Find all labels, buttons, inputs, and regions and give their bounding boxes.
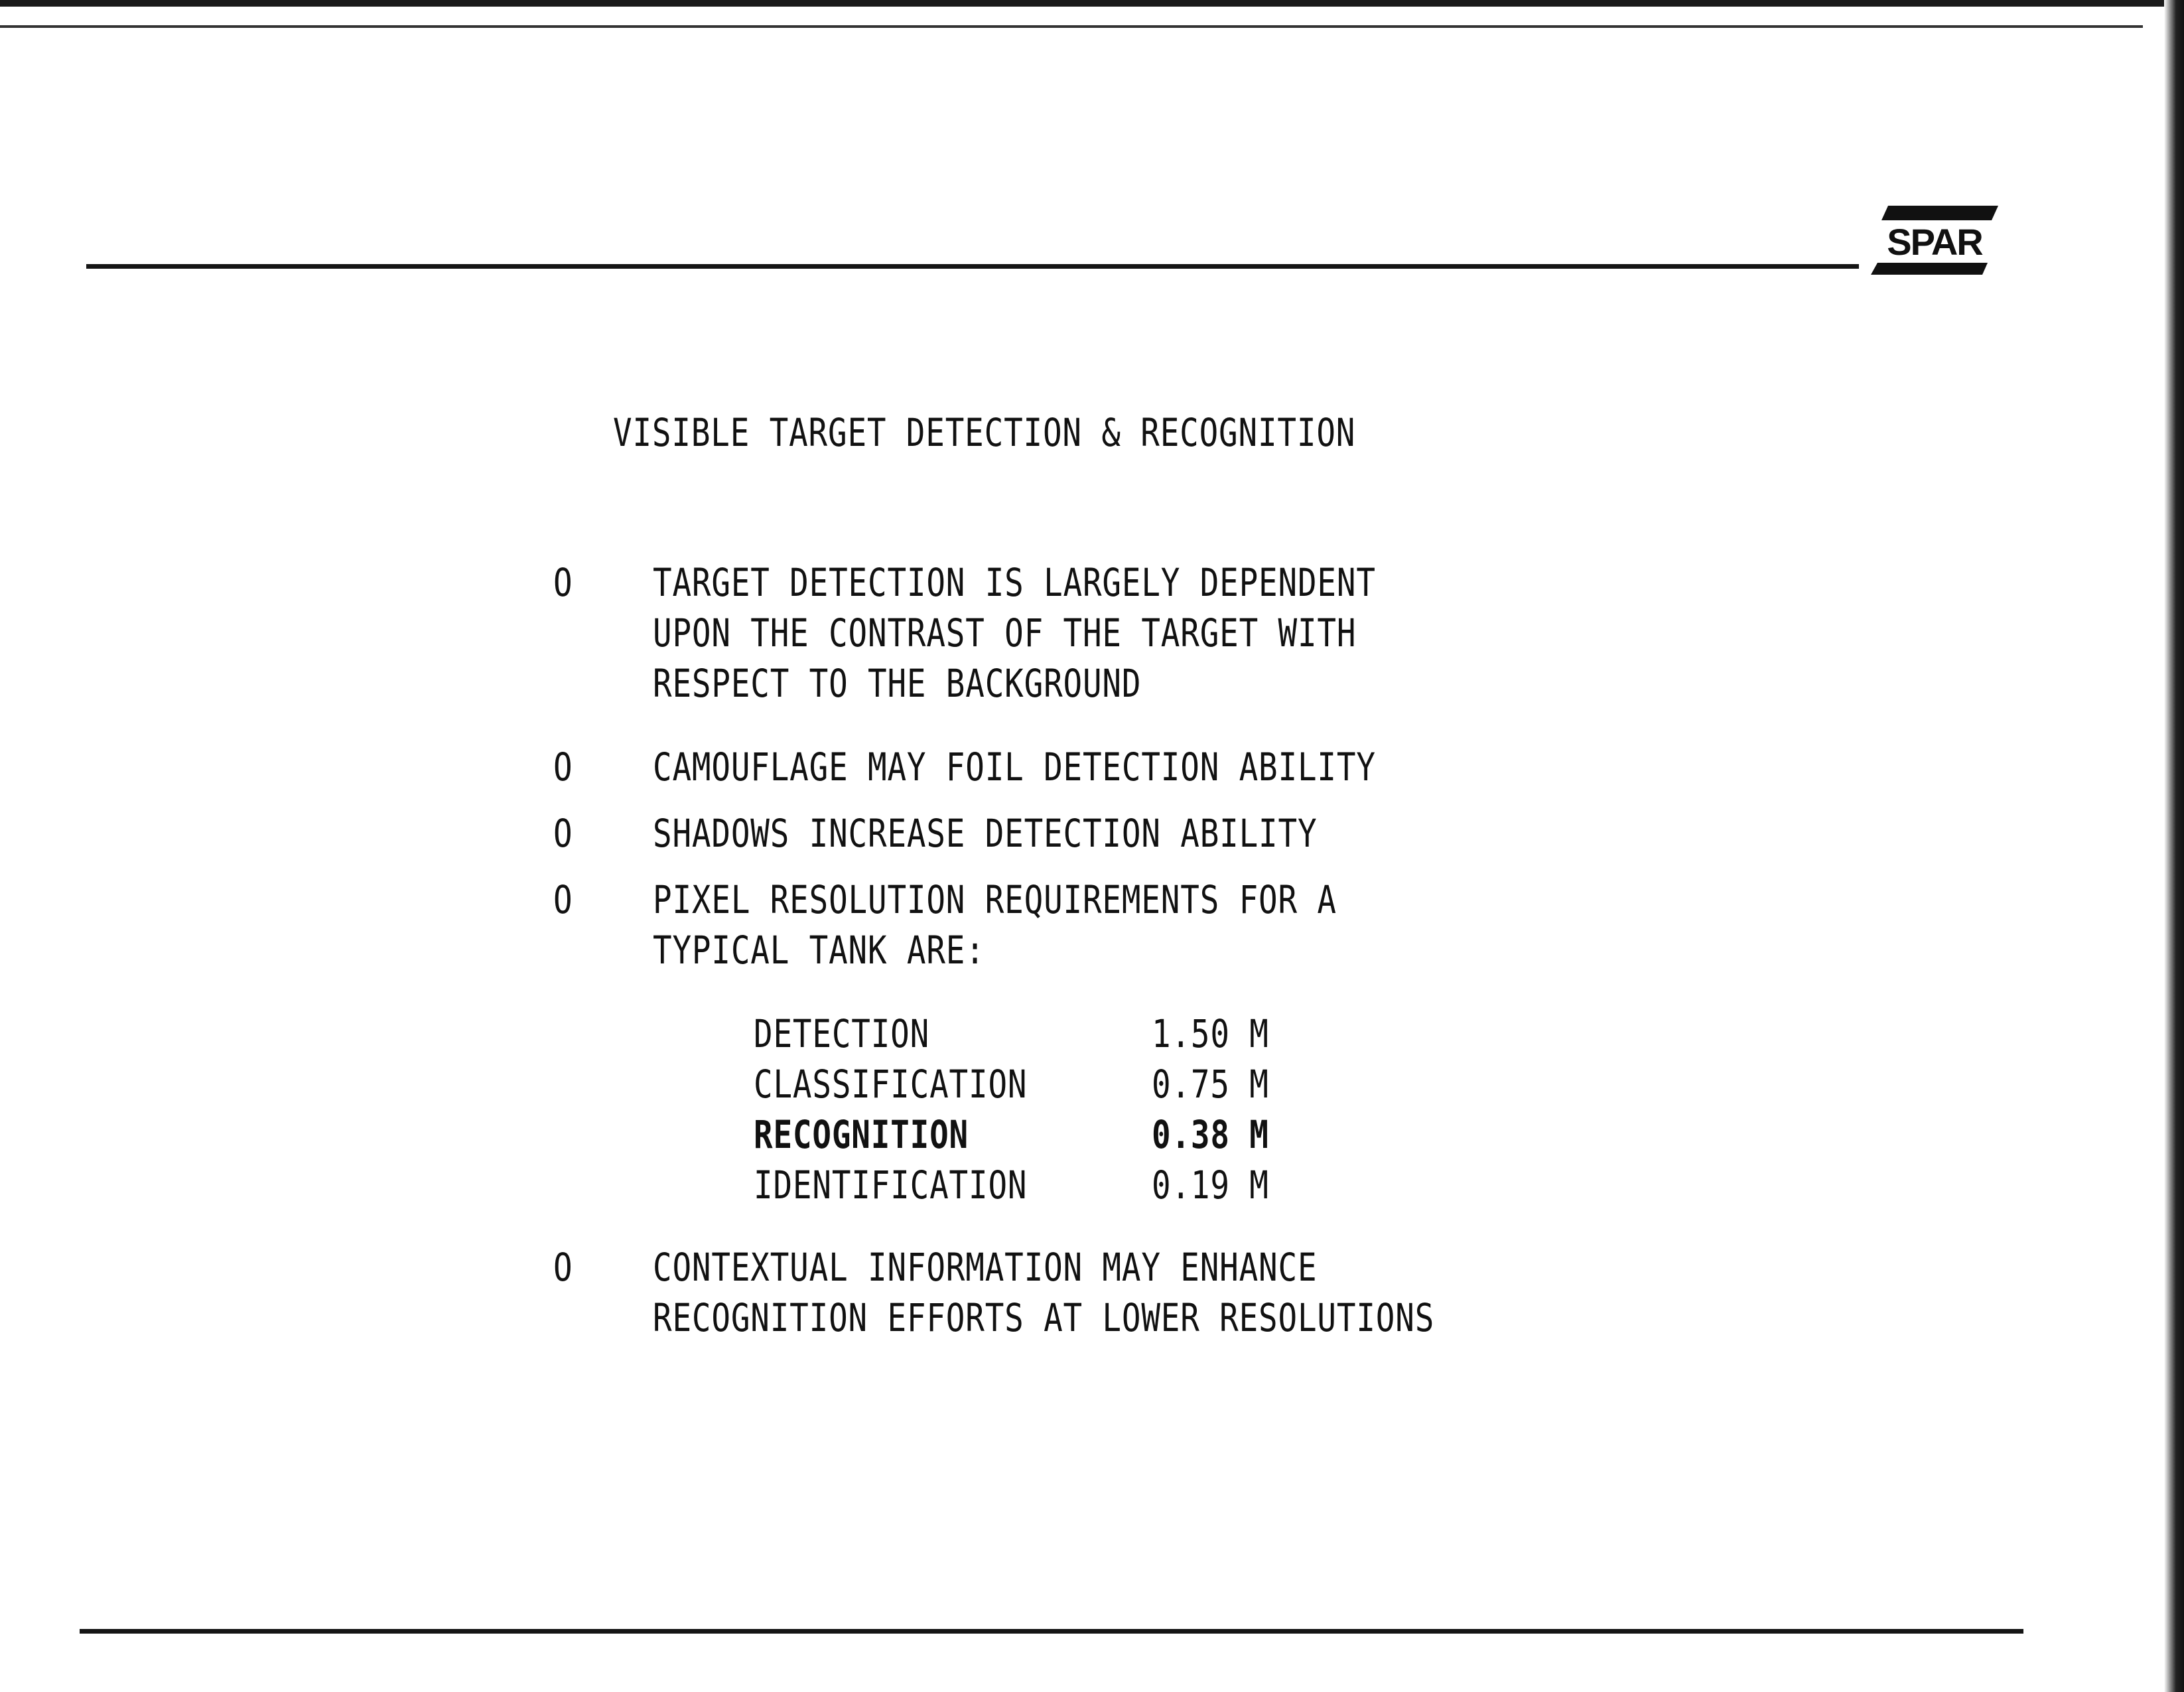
resolution-label: DETECTION	[754, 1011, 930, 1056]
bullet-marker: O	[553, 811, 573, 856]
bullet-shadows: SHADOWS INCREASE DETECTION ABILITY	[653, 811, 1318, 856]
top-border-line	[0, 25, 2143, 28]
spar-logo-mark	[1871, 206, 1998, 279]
top-border	[0, 0, 2184, 7]
bullet-target-detection: TARGET DETECTION IS LARGELY DEPENDENT UPON THE CONTRAST OF THE TARGET WITH RESPECT TO THE BACKGROUND	[653, 560, 1376, 706]
footer-rule	[80, 1629, 2023, 1634]
bullet-camouflage: CAMOUFLAGE MAY FOIL DETECTION ABILITY	[653, 744, 1376, 790]
resolution-label: IDENTIFICATION	[754, 1163, 1028, 1208]
page-title: VISIBLE TARGET DETECTION & RECOGNITION	[613, 410, 1356, 455]
svg-text:SPAR: SPAR	[1887, 221, 1982, 263]
spar-logo	[1871, 206, 1998, 279]
bullet-contextual-information: CONTEXTUAL INFORMATION MAY ENHANCE RECOGNITION EFFORTS AT LOWER RESOLUTIONS	[653, 1245, 1435, 1340]
bullet-marker: O	[553, 744, 573, 790]
resolution-value: 0.75 M	[1152, 1062, 1269, 1107]
header-rule	[86, 264, 1859, 269]
resolution-label: CLASSIFICATION	[754, 1062, 1028, 1107]
bullet-pixel-resolution: PIXEL RESOLUTION REQUIREMENTS FOR A TYPICAL TANK ARE:	[653, 877, 1337, 973]
resolution-value: 0.19 M	[1152, 1163, 1269, 1208]
resolution-value: 1.50 M	[1152, 1011, 1269, 1056]
bullet-marker: O	[553, 877, 573, 922]
bullet-marker: O	[553, 1245, 573, 1290]
bullet-marker: O	[553, 560, 573, 605]
page-edge-shadow	[2164, 0, 2184, 1692]
resolution-value: 0.38 M	[1152, 1112, 1269, 1157]
resolution-label: RECOGNITION	[754, 1112, 969, 1157]
